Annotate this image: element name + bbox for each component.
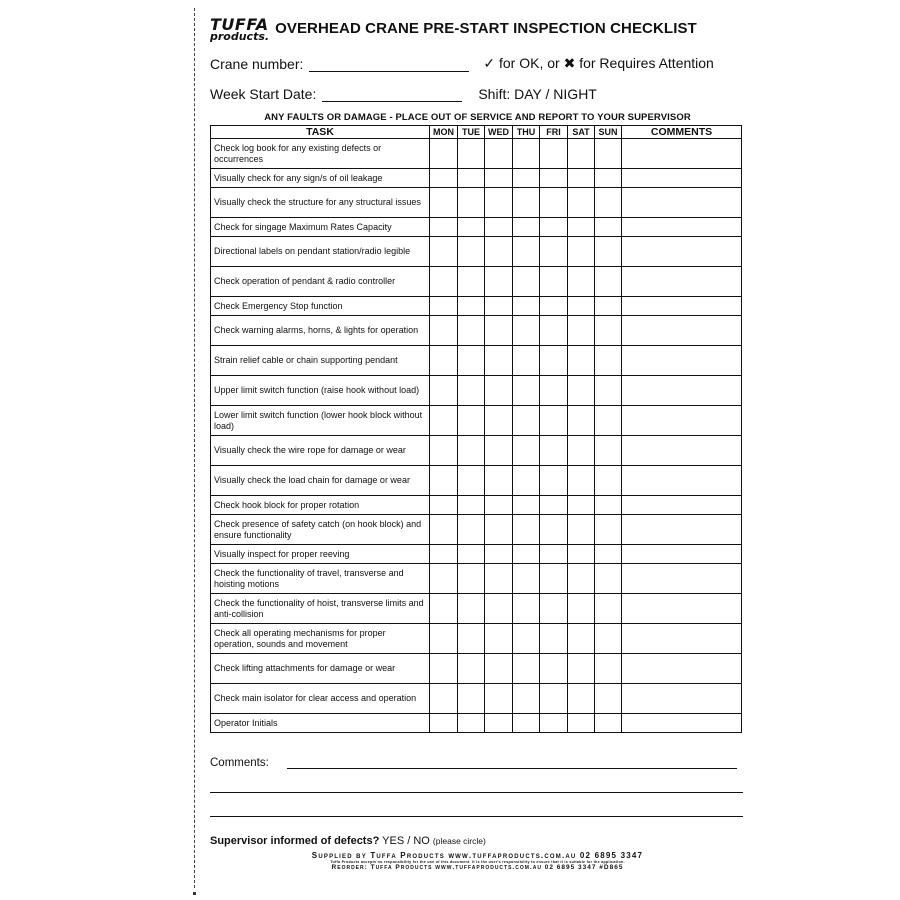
check-cell-sun[interactable] bbox=[595, 139, 622, 169]
comment-cell[interactable] bbox=[622, 624, 742, 654]
check-cell-sun[interactable] bbox=[595, 169, 622, 188]
check-cell-tue[interactable] bbox=[458, 436, 485, 466]
check-cell-mon[interactable] bbox=[430, 436, 458, 466]
check-cell-tue[interactable] bbox=[458, 564, 485, 594]
comment-cell[interactable] bbox=[622, 545, 742, 564]
check-cell-tue[interactable] bbox=[458, 316, 485, 346]
comments-line-3[interactable] bbox=[210, 815, 743, 817]
check-cell-mon[interactable] bbox=[430, 496, 458, 515]
check-cell-sun[interactable] bbox=[595, 316, 622, 346]
check-cell-thu[interactable] bbox=[513, 654, 540, 684]
check-cell-tue[interactable] bbox=[458, 496, 485, 515]
form-header bbox=[210, 8, 745, 42]
comment-cell[interactable] bbox=[622, 139, 742, 169]
check-cell-thu[interactable] bbox=[513, 496, 540, 515]
week-start-label: Week Start Date: bbox=[210, 86, 317, 102]
check-cell-fri[interactable] bbox=[540, 237, 568, 267]
check-cell-thu[interactable] bbox=[513, 346, 540, 376]
check-cell-sat[interactable] bbox=[568, 496, 595, 515]
check-cell-wed[interactable] bbox=[485, 466, 513, 496]
check-cell-sat[interactable] bbox=[568, 564, 595, 594]
check-cell-sun[interactable] bbox=[595, 237, 622, 267]
task-cell: Check the functionality of travel, transverse and hoisting motions bbox=[211, 564, 430, 594]
check-cell-mon[interactable] bbox=[430, 594, 458, 624]
table-row bbox=[211, 594, 742, 624]
check-cell-tue[interactable] bbox=[458, 267, 485, 297]
check-cell-wed[interactable] bbox=[485, 297, 513, 316]
check-cell-sat[interactable] bbox=[568, 188, 595, 218]
check-cell-tue[interactable] bbox=[458, 169, 485, 188]
table-row bbox=[211, 139, 742, 169]
check-cell-fri[interactable] bbox=[540, 169, 568, 188]
check-cell-thu[interactable] bbox=[513, 594, 540, 624]
check-cell-mon[interactable] bbox=[430, 267, 458, 297]
inspection-table bbox=[210, 125, 742, 733]
comment-cell[interactable] bbox=[622, 594, 742, 624]
check-cell-wed[interactable] bbox=[485, 376, 513, 406]
comments-line-1[interactable] bbox=[287, 767, 737, 769]
check-cell-mon[interactable] bbox=[430, 564, 458, 594]
check-cell-mon[interactable] bbox=[430, 545, 458, 564]
check-cell-fri[interactable] bbox=[540, 188, 568, 218]
task-cell: Visually inspect for proper reeving bbox=[211, 545, 430, 564]
check-cell-fri[interactable] bbox=[540, 545, 568, 564]
task-cell: Check hook block for proper rotation bbox=[211, 496, 430, 515]
check-cell-mon[interactable] bbox=[430, 376, 458, 406]
checklist-form bbox=[210, 8, 745, 872]
check-cell-tue[interactable] bbox=[458, 297, 485, 316]
check-cell-thu[interactable] bbox=[513, 237, 540, 267]
check-cell-sun[interactable] bbox=[595, 466, 622, 496]
check-cell-sun[interactable] bbox=[595, 684, 622, 714]
table-row bbox=[211, 436, 742, 466]
check-cell-thu[interactable] bbox=[513, 188, 540, 218]
check-cell-sun[interactable] bbox=[595, 496, 622, 515]
legend-text: ✓ for OK, or ✖ for Requires Attention bbox=[483, 55, 714, 71]
check-cell-sun[interactable] bbox=[595, 218, 622, 237]
check-cell-sun[interactable] bbox=[595, 545, 622, 564]
footer-supplied: Supplied by Tuffa Products www.tuffaproducts.com.au 02 6895 3347 bbox=[311, 851, 644, 860]
check-cell-sat[interactable] bbox=[568, 436, 595, 466]
task-cell: Operator Initials bbox=[211, 714, 430, 733]
check-cell-wed[interactable] bbox=[485, 496, 513, 515]
check-cell-sat[interactable] bbox=[568, 714, 595, 733]
table-row bbox=[211, 376, 742, 406]
check-cell-wed[interactable] bbox=[485, 218, 513, 237]
day-header-sat: SAT bbox=[568, 126, 595, 139]
check-cell-wed[interactable] bbox=[485, 406, 513, 436]
supervisor-note: (please circle) bbox=[432, 836, 486, 846]
check-cell-tue[interactable] bbox=[458, 406, 485, 436]
check-cell-tue[interactable] bbox=[458, 714, 485, 733]
check-cell-mon[interactable] bbox=[430, 316, 458, 346]
comment-cell[interactable] bbox=[622, 297, 742, 316]
day-header-tue: TUE bbox=[458, 126, 485, 139]
check-cell-thu[interactable] bbox=[513, 564, 540, 594]
table-header-row bbox=[211, 126, 742, 139]
check-cell-sun[interactable] bbox=[595, 714, 622, 733]
comment-cell[interactable] bbox=[622, 188, 742, 218]
check-cell-sat[interactable] bbox=[568, 218, 595, 237]
footer-reorder: Reorder: Tuffa Products www.tuffaproducts.com.au 02 6895 3347 #D865 bbox=[331, 864, 624, 872]
check-cell-mon[interactable] bbox=[430, 684, 458, 714]
tuffa-logo bbox=[210, 14, 270, 44]
check-cell-wed[interactable] bbox=[485, 316, 513, 346]
check-cell-sat[interactable] bbox=[568, 545, 595, 564]
day-header-mon: MON bbox=[430, 126, 458, 139]
comment-cell[interactable] bbox=[622, 406, 742, 436]
table-row bbox=[211, 188, 742, 218]
comment-cell[interactable] bbox=[622, 267, 742, 297]
check-cell-fri[interactable] bbox=[540, 714, 568, 733]
check-cell-wed[interactable] bbox=[485, 267, 513, 297]
comment-cell[interactable] bbox=[622, 436, 742, 466]
edge-mark bbox=[193, 892, 196, 895]
comments-label: Comments: bbox=[210, 757, 269, 769]
table-row bbox=[211, 515, 742, 545]
check-cell-sat[interactable] bbox=[568, 406, 595, 436]
check-cell-tue[interactable] bbox=[458, 684, 485, 714]
check-cell-sat[interactable] bbox=[568, 654, 595, 684]
check-cell-sat[interactable] bbox=[568, 316, 595, 346]
table-row bbox=[211, 654, 742, 684]
form-title: OVERHEAD CRANE PRE-START INSPECTION CHECKLIST bbox=[275, 20, 697, 37]
check-cell-sun[interactable] bbox=[595, 594, 622, 624]
table-row bbox=[211, 466, 742, 496]
check-cell-thu[interactable] bbox=[513, 218, 540, 237]
check-cell-wed[interactable] bbox=[485, 346, 513, 376]
check-cell-mon[interactable] bbox=[430, 466, 458, 496]
check-cell-thu[interactable] bbox=[513, 406, 540, 436]
task-rows bbox=[211, 139, 742, 733]
check-cell-thu[interactable] bbox=[513, 297, 540, 316]
footer-disclaimer: Tuffa Products accepts no responsibility for the use of this document. It is the user's responsibility to ensure that it is suitable for the application. bbox=[330, 860, 625, 865]
check-cell-fri[interactable] bbox=[540, 466, 568, 496]
comment-cell[interactable] bbox=[622, 218, 742, 237]
check-cell-sat[interactable] bbox=[568, 237, 595, 267]
check-cell-sun[interactable] bbox=[595, 406, 622, 436]
check-cell-sat[interactable] bbox=[568, 684, 595, 714]
check-cell-thu[interactable] bbox=[513, 267, 540, 297]
check-cell-fri[interactable] bbox=[540, 346, 568, 376]
check-cell-fri[interactable] bbox=[540, 515, 568, 545]
check-cell-mon[interactable] bbox=[430, 624, 458, 654]
check-cell-wed[interactable] bbox=[485, 169, 513, 188]
comment-cell[interactable] bbox=[622, 714, 742, 733]
fault-warning: ANY FAULTS OR DAMAGE - PLACE OUT OF SERVICE AND REPORT TO YOUR SUPERVISOR bbox=[264, 112, 691, 123]
check-cell-fri[interactable] bbox=[540, 594, 568, 624]
comment-cell[interactable] bbox=[622, 376, 742, 406]
table-row bbox=[211, 714, 742, 733]
check-cell-sat[interactable] bbox=[568, 515, 595, 545]
comment-cell[interactable] bbox=[622, 466, 742, 496]
check-cell-thu[interactable] bbox=[513, 316, 540, 346]
task-cell: Check for singage Maximum Rates Capacity bbox=[211, 218, 430, 237]
crane-number-row bbox=[210, 54, 745, 72]
check-cell-sun[interactable] bbox=[595, 267, 622, 297]
check-cell-sun[interactable] bbox=[595, 654, 622, 684]
check-cell-thu[interactable] bbox=[513, 466, 540, 496]
check-cell-fri[interactable] bbox=[540, 267, 568, 297]
check-cell-wed[interactable] bbox=[485, 436, 513, 466]
task-cell: Visually check for any sign/s of oil leakage bbox=[211, 169, 430, 188]
check-cell-wed[interactable] bbox=[485, 139, 513, 169]
check-cell-sat[interactable] bbox=[568, 139, 595, 169]
check-cell-fri[interactable] bbox=[540, 316, 568, 346]
check-cell-thu[interactable] bbox=[513, 376, 540, 406]
task-header: TASK bbox=[211, 126, 430, 139]
check-cell-wed[interactable] bbox=[485, 654, 513, 684]
crane-number-field[interactable] bbox=[309, 57, 469, 72]
supervisor-row bbox=[210, 835, 745, 847]
check-cell-tue[interactable] bbox=[458, 139, 485, 169]
check-cell-sun[interactable] bbox=[595, 188, 622, 218]
check-cell-mon[interactable] bbox=[430, 237, 458, 267]
comments-row-1 bbox=[210, 755, 745, 769]
table-row bbox=[211, 545, 742, 564]
check-cell-fri[interactable] bbox=[540, 654, 568, 684]
supervisor-answer[interactable]: YES / NO bbox=[382, 835, 430, 847]
check-cell-sat[interactable] bbox=[568, 376, 595, 406]
table-row bbox=[211, 346, 742, 376]
check-cell-sat[interactable] bbox=[568, 346, 595, 376]
table-row bbox=[211, 496, 742, 515]
task-cell: Check the functionality of hoist, transverse limits and anti-collision bbox=[211, 594, 430, 624]
check-cell-sun[interactable] bbox=[595, 297, 622, 316]
table-row bbox=[211, 624, 742, 654]
check-cell-mon[interactable] bbox=[430, 654, 458, 684]
check-cell-mon[interactable] bbox=[430, 218, 458, 237]
check-cell-thu[interactable] bbox=[513, 714, 540, 733]
task-cell: Check Emergency Stop function bbox=[211, 297, 430, 316]
footer bbox=[210, 851, 745, 872]
table-row bbox=[211, 406, 742, 436]
task-cell: Upper limit switch function (raise hook without load) bbox=[211, 376, 430, 406]
check-cell-sun[interactable] bbox=[595, 376, 622, 406]
week-start-row bbox=[210, 84, 745, 102]
crane-number-label: Crane number: bbox=[210, 56, 304, 72]
check-cell-wed[interactable] bbox=[485, 594, 513, 624]
check-cell-fri[interactable] bbox=[540, 436, 568, 466]
check-cell-fri[interactable] bbox=[540, 564, 568, 594]
check-cell-tue[interactable] bbox=[458, 515, 485, 545]
check-cell-fri[interactable] bbox=[540, 376, 568, 406]
comment-cell[interactable] bbox=[622, 346, 742, 376]
check-cell-mon[interactable] bbox=[430, 406, 458, 436]
check-cell-tue[interactable] bbox=[458, 346, 485, 376]
table-row bbox=[211, 316, 742, 346]
comments-header: COMMENTS bbox=[622, 126, 742, 139]
week-start-field[interactable] bbox=[322, 87, 462, 102]
day-header-thu: THU bbox=[513, 126, 540, 139]
day-header-fri: FRI bbox=[540, 126, 568, 139]
supervisor-question: Supervisor informed of defects? bbox=[210, 835, 380, 847]
check-cell-mon[interactable] bbox=[430, 346, 458, 376]
check-cell-mon[interactable] bbox=[430, 297, 458, 316]
check-cell-thu[interactable] bbox=[513, 624, 540, 654]
logo-line-2: products. bbox=[210, 30, 270, 44]
check-cell-sun[interactable] bbox=[595, 436, 622, 466]
table-row bbox=[211, 237, 742, 267]
check-cell-fri[interactable] bbox=[540, 139, 568, 169]
check-cell-sat[interactable] bbox=[568, 594, 595, 624]
check-cell-thu[interactable] bbox=[513, 139, 540, 169]
task-cell: Check main isolator for clear access and operation bbox=[211, 684, 430, 714]
check-cell-tue[interactable] bbox=[458, 594, 485, 624]
day-header-sun: SUN bbox=[595, 126, 622, 139]
check-cell-tue[interactable] bbox=[458, 376, 485, 406]
check-cell-mon[interactable] bbox=[430, 515, 458, 545]
task-cell: Check lifting attachments for damage or wear bbox=[211, 654, 430, 684]
check-cell-mon[interactable] bbox=[430, 714, 458, 733]
check-cell-fri[interactable] bbox=[540, 684, 568, 714]
task-cell: Check all operating mechanisms for proper operation, sounds and movement bbox=[211, 624, 430, 654]
check-cell-sat[interactable] bbox=[568, 169, 595, 188]
logo-line-1: TUFFA bbox=[210, 14, 269, 34]
comment-cell[interactable] bbox=[622, 496, 742, 515]
check-cell-wed[interactable] bbox=[485, 545, 513, 564]
shift-label: Shift: DAY / NIGHT bbox=[478, 86, 597, 102]
table-row bbox=[211, 169, 742, 188]
task-cell: Directional labels on pendant station/radio legible bbox=[211, 237, 430, 267]
binding-perforation bbox=[194, 8, 197, 888]
check-cell-sun[interactable] bbox=[595, 564, 622, 594]
task-cell: Check log book for any existing defects or occurrences bbox=[211, 139, 430, 169]
check-cell-sat[interactable] bbox=[568, 624, 595, 654]
check-cell-tue[interactable] bbox=[458, 237, 485, 267]
check-cell-wed[interactable] bbox=[485, 564, 513, 594]
check-cell-wed[interactable] bbox=[485, 684, 513, 714]
table-row bbox=[211, 267, 742, 297]
check-cell-thu[interactable] bbox=[513, 436, 540, 466]
task-cell: Visually check the load chain for damage or wear bbox=[211, 466, 430, 496]
table-row bbox=[211, 218, 742, 237]
check-cell-tue[interactable] bbox=[458, 188, 485, 218]
check-cell-tue[interactable] bbox=[458, 545, 485, 564]
check-cell-fri[interactable] bbox=[540, 624, 568, 654]
comment-cell[interactable] bbox=[622, 169, 742, 188]
check-cell-thu[interactable] bbox=[513, 515, 540, 545]
comment-cell[interactable] bbox=[622, 654, 742, 684]
check-cell-thu[interactable] bbox=[513, 545, 540, 564]
check-cell-sat[interactable] bbox=[568, 267, 595, 297]
check-cell-fri[interactable] bbox=[540, 406, 568, 436]
check-cell-sun[interactable] bbox=[595, 624, 622, 654]
day-header-wed: WED bbox=[485, 126, 513, 139]
task-cell: Visually check the wire rope for damage or wear bbox=[211, 436, 430, 466]
check-cell-tue[interactable] bbox=[458, 624, 485, 654]
check-cell-wed[interactable] bbox=[485, 188, 513, 218]
task-cell: Check operation of pendant & radio controller bbox=[211, 267, 430, 297]
check-cell-mon[interactable] bbox=[430, 188, 458, 218]
check-cell-sat[interactable] bbox=[568, 466, 595, 496]
table-row bbox=[211, 564, 742, 594]
check-cell-wed[interactable] bbox=[485, 237, 513, 267]
comment-cell[interactable] bbox=[622, 237, 742, 267]
task-cell: Lower limit switch function (lower hook block without load) bbox=[211, 406, 430, 436]
comment-cell[interactable] bbox=[622, 316, 742, 346]
check-cell-sun[interactable] bbox=[595, 346, 622, 376]
check-cell-fri[interactable] bbox=[540, 297, 568, 316]
check-cell-sun[interactable] bbox=[595, 515, 622, 545]
check-cell-fri[interactable] bbox=[540, 218, 568, 237]
check-cell-thu[interactable] bbox=[513, 169, 540, 188]
check-cell-tue[interactable] bbox=[458, 218, 485, 237]
task-cell: Check presence of safety catch (on hook block) and ensure functionality bbox=[211, 515, 430, 545]
comments-section bbox=[210, 755, 745, 817]
task-cell: Check warning alarms, horns, & lights for operation bbox=[211, 316, 430, 346]
check-cell-tue[interactable] bbox=[458, 654, 485, 684]
comment-cell[interactable] bbox=[622, 515, 742, 545]
check-cell-mon[interactable] bbox=[430, 169, 458, 188]
comment-cell[interactable] bbox=[622, 564, 742, 594]
check-cell-wed[interactable] bbox=[485, 624, 513, 654]
check-cell-tue[interactable] bbox=[458, 466, 485, 496]
check-cell-wed[interactable] bbox=[485, 714, 513, 733]
task-cell: Strain relief cable or chain supporting pendant bbox=[211, 346, 430, 376]
table-row bbox=[211, 297, 742, 316]
check-cell-mon[interactable] bbox=[430, 139, 458, 169]
comments-line-2[interactable] bbox=[210, 791, 743, 793]
check-cell-fri[interactable] bbox=[540, 496, 568, 515]
check-cell-thu[interactable] bbox=[513, 684, 540, 714]
comment-cell[interactable] bbox=[622, 684, 742, 714]
task-cell: Visually check the structure for any structural issues bbox=[211, 188, 430, 218]
table-row bbox=[211, 684, 742, 714]
check-cell-sat[interactable] bbox=[568, 297, 595, 316]
check-cell-wed[interactable] bbox=[485, 515, 513, 545]
